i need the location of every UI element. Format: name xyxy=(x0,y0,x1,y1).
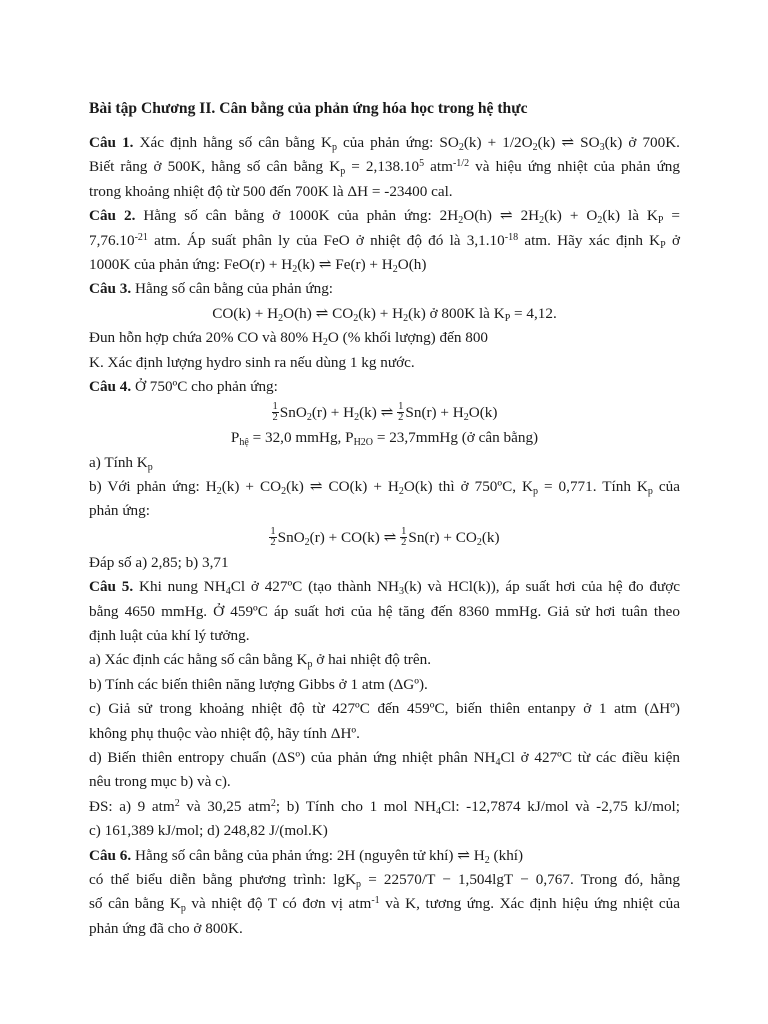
q4-eq-text: (r) + CO(k) ⇌ xyxy=(309,528,401,546)
q4-part-b-line-1 xyxy=(89,475,680,499)
q5-line-2 xyxy=(89,600,680,624)
q4-text: (k) ⇌ CO(k) + H xyxy=(286,478,399,496)
q4-text: phản ứng: xyxy=(89,502,150,520)
q2-text: (k) + O xyxy=(544,207,598,225)
q6-line-3 xyxy=(89,892,680,916)
q6-text: số cân bằng K xyxy=(89,895,181,913)
q2-text: 7,76.10 xyxy=(89,231,135,249)
q5-part-a xyxy=(89,648,680,672)
q5-text: b) Tính các biến thiên năng lượng Gibbs ở 1 atm (ΔGº). xyxy=(89,675,428,693)
q5-answer-text: ĐS: a) 9 atm xyxy=(89,797,175,815)
q5-text: Khi nung NH xyxy=(133,578,226,596)
q4-eq-text: (r) + H xyxy=(311,404,355,422)
q3-label: Câu 3. xyxy=(89,280,132,298)
q6-text: phản ứng đã cho ở 800K. xyxy=(89,919,243,937)
fraction-numerator: 1 xyxy=(401,525,407,537)
q5-answer-text: và 30,25 atm xyxy=(179,797,271,815)
q3-text: Đun hỗn hợp chứa 20% CO và 80% H xyxy=(89,329,323,347)
q2-sub: 2 xyxy=(597,215,603,227)
q2-sub: 2 xyxy=(539,215,545,227)
fraction-denominator: 2 xyxy=(401,536,407,548)
q4-eq-text: (k) ⇌ xyxy=(359,404,398,422)
q1-text: Xác định hằng số cân bằng K xyxy=(133,134,332,151)
page-title: Bài tập Chương II. Cân bằng của phản ứng hóa học trong hệ thực xyxy=(89,100,528,117)
q5-answer-line-1 xyxy=(89,795,680,819)
q5-text: nêu trong mục b) và c). xyxy=(89,773,231,791)
q4-part-b-line-2 xyxy=(89,499,680,523)
q5-sub: 4 xyxy=(495,756,501,768)
fraction-denominator: 2 xyxy=(272,412,278,424)
q4-sub: 2 xyxy=(306,412,312,424)
q4-answer-text: Đáp số a) 2,85; b) 3,71 xyxy=(89,553,229,571)
q5-part-b xyxy=(89,673,680,697)
q4-equation-1 xyxy=(89,399,680,426)
q6-line-2 xyxy=(89,868,680,892)
q4-text: = 0,771. Tính K xyxy=(538,478,648,496)
q4-text: = 23,7mmHg (ở cân bằng) xyxy=(373,429,539,447)
q3-sub: 2 xyxy=(403,312,409,324)
q4-sub: p xyxy=(147,461,153,473)
q3-eq-text: O(h) ⇌ CO xyxy=(283,304,354,322)
q4-sub: 2 xyxy=(476,536,482,548)
q6-sub: p xyxy=(180,903,186,915)
q5-line-1 xyxy=(89,575,680,599)
q3-eq-text: (k) + H xyxy=(358,304,404,322)
q3-equation xyxy=(89,302,680,326)
q6-line-4 xyxy=(89,917,680,941)
q1-text: (k) ở 700K. xyxy=(604,134,680,151)
q5-part-c-line-1 xyxy=(89,697,680,721)
q4-text: (k) + CO xyxy=(221,478,282,496)
q2-text: = xyxy=(663,207,681,225)
q4-sub: p xyxy=(647,486,653,498)
q1-text: trong khoảng nhiệt độ từ 500 đến 700K là ΔH = -23400 cal. xyxy=(89,182,453,200)
q2-text: atm. Áp suất phân ly của FeO ở nhiệt độ đó là 3,1.10 xyxy=(147,231,505,249)
q4-sub: H2O xyxy=(353,437,374,449)
q2-text: Hằng số cân bằng ở 1000K của phản ứng: 2H xyxy=(135,207,459,225)
q4-text: O(k) thì ở 750ºC, K xyxy=(403,478,533,496)
q6-text: Hằng số cân bằng của phản ứng: 2H (nguyên tử khí) ⇌ H xyxy=(131,846,485,864)
q3-text: Hằng số cân bằng của phản ứng: xyxy=(131,280,334,298)
q1-text: và hiệu ứng nhiệt của phản ứng xyxy=(469,158,680,176)
fraction-numerator: 1 xyxy=(270,525,276,537)
q3-eq-text: = 4,12. xyxy=(510,304,557,322)
q2-text: (k) là K xyxy=(602,207,658,225)
q1-text: của phản ứng: SO xyxy=(336,134,459,151)
q5-text: (k) và HCl(k)), áp suất hơi của hệ đo được xyxy=(404,578,680,596)
q6-text: và K, tương ứng. Xác định hiệu ứng nhiệt của xyxy=(379,895,680,913)
q5-answer-text: Cl: -12,7874 kJ/mol và -2,75 kJ/mol; xyxy=(440,797,680,815)
q4-text: = 32,0 mmHg, P xyxy=(248,429,354,447)
q2-sub: 2 xyxy=(392,263,398,275)
q1-label: Câu 1. xyxy=(89,134,134,151)
q5-sub: 4 xyxy=(225,586,231,598)
q4-text: của xyxy=(652,478,680,496)
q1-text: (k) + 1/2O xyxy=(463,134,533,151)
q5-sub: 4 xyxy=(435,805,441,817)
q2-text: 1000K của phản ứng: FeO(r) + H xyxy=(89,255,293,273)
q3-sub: P xyxy=(504,312,511,324)
q1-sup: 5 xyxy=(419,158,425,170)
q2-text: atm. Hãy xác định K xyxy=(518,231,661,249)
q5-answer-text: c) 161,389 kJ/mol; d) 248,82 J/(mol.K) xyxy=(89,822,328,840)
half-fraction xyxy=(272,402,279,423)
q5-text: định luật của khí lý tưởng. xyxy=(89,627,250,645)
q5-sup: 2 xyxy=(270,797,276,809)
q3-sub: 2 xyxy=(353,312,359,324)
q2-sup: -21 xyxy=(134,231,148,243)
q5-sup: 2 xyxy=(174,797,180,809)
q3-sub: 2 xyxy=(278,312,284,324)
q1-line-1 xyxy=(89,131,680,155)
q2-label: Câu 2. xyxy=(89,207,136,225)
q5-part-d-line-1 xyxy=(89,746,680,770)
q4-text: Ở 750ºC cho phản ứng: xyxy=(131,377,278,395)
q5-text: bằng 4650 mmHg. Ở 459ºC áp suất hơi của hệ tăng đến 8360 mmHg. Giả sử hơi tuân theo xyxy=(89,602,680,620)
q4-part-a xyxy=(89,451,680,475)
q4-eq-text: Sn(r) + CO xyxy=(408,528,477,546)
q3-eq-text: CO(k) + H xyxy=(212,304,279,322)
q1-sub: 2 xyxy=(532,142,538,153)
q5-answer-text: ; b) Tính cho 1 mol NH xyxy=(275,797,436,815)
q6-text: (khí) xyxy=(489,846,524,864)
q2-sub: P xyxy=(660,239,666,251)
q2-line-2 xyxy=(89,229,680,253)
half-fraction xyxy=(397,402,404,423)
q3-eq-text: (k) ở 800K là K xyxy=(408,304,505,322)
q1-sub: p xyxy=(331,142,337,153)
q4-label: Câu 4. xyxy=(89,377,132,395)
q2-line-1 xyxy=(89,204,680,228)
q2-sub: P xyxy=(657,215,664,227)
q4-eq-text: O(k) xyxy=(468,404,498,422)
fraction-denominator: 2 xyxy=(398,412,404,424)
fraction-numerator: 1 xyxy=(398,401,404,413)
q5-answer-line-2 xyxy=(89,819,680,843)
q4-text: b) Với phản ứng: H xyxy=(89,478,217,496)
q1-line-2 xyxy=(89,155,680,179)
q2-sup: -18 xyxy=(504,231,519,243)
q5-label: Câu 5. xyxy=(89,578,134,596)
q5-text: Cl ở 427ºC từ các điều kiện xyxy=(500,748,680,766)
q1-sub: 2 xyxy=(458,142,464,153)
q4-sub: p xyxy=(533,486,538,498)
q1-sub: p xyxy=(340,166,346,178)
q4-sub: 2 xyxy=(281,486,287,498)
q6-sub: p xyxy=(356,878,362,890)
q4-eq-text: SnO xyxy=(279,404,307,422)
q4-sub: 2 xyxy=(463,412,469,424)
q5-text: ở hai nhiệt độ trên. xyxy=(312,651,431,669)
q4-sub: 2 xyxy=(354,412,360,424)
q3-line-4 xyxy=(89,351,680,375)
q2-text: O(h) ⇌ 2H xyxy=(463,207,540,225)
q1-text: = 2,138.10 xyxy=(345,158,420,176)
q1-text: Biết rằng ở 500K, hằng số cân bằng K xyxy=(89,158,341,176)
q4-sub: hệ xyxy=(239,437,249,449)
q4-sub: 2 xyxy=(304,536,310,548)
q5-part-c-line-2 xyxy=(89,722,680,746)
q5-text: d) Biến thiên entropy chuẩn (ΔSº) của phản ứng nhiệt phân NH xyxy=(89,748,496,766)
fraction-denominator: 2 xyxy=(270,536,276,548)
q5-text: a) Xác định các hằng số cân bằng K xyxy=(89,651,308,669)
q2-line-3 xyxy=(89,253,680,277)
q4-sub: 2 xyxy=(216,486,222,498)
q2-sub: 2 xyxy=(292,263,298,275)
q5-sub: 3 xyxy=(399,586,405,598)
q5-text: c) Giả sử trong khoảng nhiệt độ từ 427ºC đến 459ºC, biến thiên entanpy ở 1 atm (ΔHº) xyxy=(89,700,680,718)
q1-sup: -1/2 xyxy=(452,158,470,170)
q5-line-3 xyxy=(89,624,680,648)
q4-equation-2 xyxy=(89,524,680,551)
half-fraction xyxy=(269,527,276,548)
q4-line-1 xyxy=(89,375,680,399)
q1-line-3 xyxy=(89,180,680,204)
q5-sub: p xyxy=(307,659,313,671)
q6-sup: -1 xyxy=(371,895,380,907)
q4-sub: 2 xyxy=(398,486,404,498)
q6-text: có thể biểu diễn bằng phương trình: lgK xyxy=(89,870,357,888)
q4-answer xyxy=(89,551,680,575)
q6-text: và nhiệt độ T có đơn vị atm xyxy=(185,895,372,913)
q3-sub: 2 xyxy=(322,337,328,349)
q5-text: Cl ở 427ºC (tạo thành NH xyxy=(230,578,400,596)
fraction-numerator: 1 xyxy=(272,401,278,413)
q2-text: ở xyxy=(665,231,680,249)
q4-pressures xyxy=(89,426,680,450)
q1-text: atm xyxy=(424,158,453,176)
q6-label: Câu 6. xyxy=(89,846,132,864)
q6-sub: 2 xyxy=(484,854,490,866)
q3-line-1 xyxy=(89,277,680,301)
q6-line-1 xyxy=(89,844,680,868)
q4-text: a) Tính K xyxy=(89,453,148,471)
q4-text: P xyxy=(230,429,240,447)
half-fraction xyxy=(400,527,407,548)
q4-eq-text: Sn(r) + H xyxy=(405,404,464,422)
q5-text: không phụ thuộc vào nhiệt độ, hãy tính ΔHº. xyxy=(89,724,360,742)
q3-line-3 xyxy=(89,326,680,350)
q4-eq-text: (k) xyxy=(481,528,500,546)
q2-text: (k) ⇌ Fe(r) + H xyxy=(297,255,393,273)
q3-text: K. Xác định lượng hydro sinh ra nếu dùng 1 kg nước. xyxy=(89,353,415,371)
q6-text: = 22570/T − 1,504lgT − 0,767. Trong đó, hằng xyxy=(361,870,680,888)
q3-text: O (% khối lượng) đến 800 xyxy=(327,329,489,347)
q4-eq-text: SnO xyxy=(277,528,305,546)
q2-text: O(h) xyxy=(397,255,427,273)
q1-sub: 3 xyxy=(599,142,605,153)
q1-text: (k) ⇌ SO xyxy=(537,134,600,151)
q5-part-d-line-2 xyxy=(89,770,680,794)
q2-sub: 2 xyxy=(458,215,464,227)
